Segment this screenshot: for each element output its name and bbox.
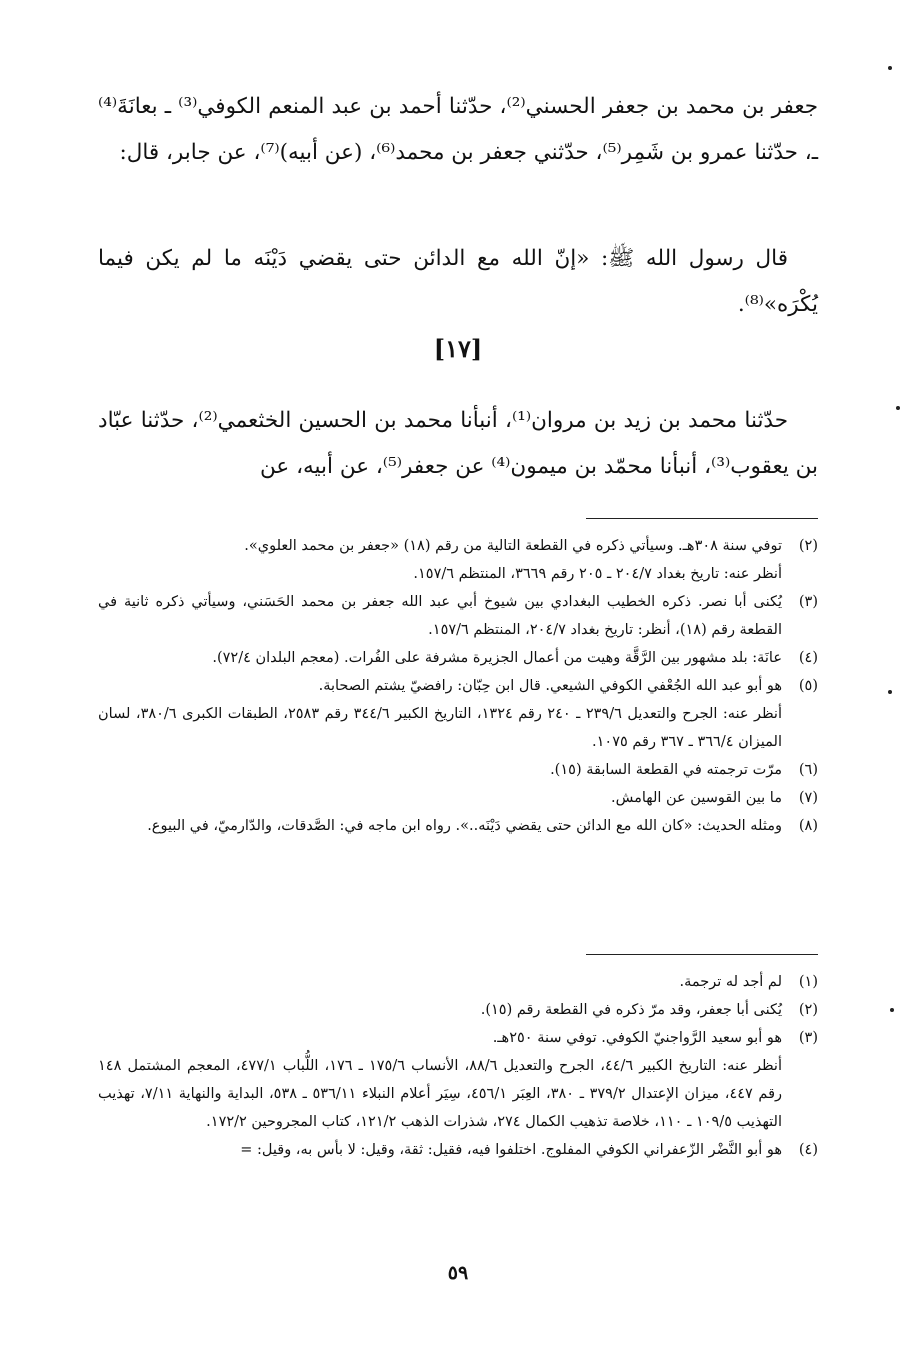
- footnote-number: (٤): [798, 650, 818, 666]
- footnote-continuation: أنظر عنه: تاريخ بغداد ٢٠٤/٧ ـ ٢٠٥ رقم ٣٦٦٩، المنتظم ١٥٧/٦.: [413, 566, 782, 582]
- footnote-number: (٣): [798, 594, 818, 610]
- footnote-text: هو أبو النَّضْر الزّعفراني الكوفي المفلوج. اختلفوا فيه، فقيل: ثقة، وقيل: لا بأس به، وقيل: =: [240, 1142, 782, 1158]
- footnotes-section-b: [98, 968, 818, 1164]
- footnote: [98, 644, 818, 672]
- hadith-chain-paragraph: جعفر بن محمد بن جعفر الحسني⁽²⁾، حدّثنا أحمد بن عبد المنعم الكوفي⁽³⁾ ـ بعانَةَ⁽⁴⁾ ـ، حدّثنا عمرو بن شَمِر⁽⁵⁾، حدّثني جعفر بن محمد⁽⁶⁾، (عن أبيه)⁽⁷⁾، عن جابر، قال:: [98, 94, 818, 165]
- footnote-divider-1: [586, 518, 818, 519]
- footnote-text: هو أبو عبد الله الجُعْفي الكوفي الشيعي. قال ابن حِبّان: رافضيّ يشتم الصحابة.: [318, 678, 782, 694]
- footnotes-section-a: [98, 532, 818, 840]
- margin-mark: [888, 66, 892, 70]
- footnote-number: (٦): [798, 762, 818, 778]
- footnote-text: عانَة: بلد مشهور بين الرَّقَّة وهيت من أعمال الجزيرة مشرفة على الفُرات. (معجم البلدان ٧٢/٤).: [212, 650, 782, 666]
- footnote: [98, 784, 818, 812]
- footnote: [98, 588, 818, 644]
- footnote-divider-2: [586, 954, 818, 955]
- footnote: [98, 812, 818, 840]
- footnote-text: هو أبو سعيد الرَّواجنيّ الكوفي. توفي سنة ٢٥٠هـ.: [492, 1030, 782, 1046]
- footnote-continuation: أنظر عنه: الجرح والتعديل ٢٣٩/٦ ـ ٢٤٠ رقم ١٣٢٤، التاريخ الكبير ٣٤٤/٦ رقم ٢٥٨٣، الطبقات الكبرى ٣٨٠/٦، لسان الميزان ٣٦٦/٤ ـ ٣٦٧ رقم ١٠٧٥.: [98, 706, 782, 750]
- margin-mark: [896, 406, 900, 410]
- footnote-body: [98, 532, 782, 588]
- footnote-text: يُكنى أبا نصر. ذكره الخطيب البغدادي بين شيوخ أبي عبد الله جعفر بن محمد الحَسَني، وسيأتي ذكره ثانية في القطعة رقم (١٨)، أنظر: تاريخ بغداد ٢٠٤/٧، المنتظم ١٥٧/٦.: [98, 594, 782, 638]
- footnote-text: يُكنى أبا جعفر، وقد مرّ ذكره في القطعة رقم (١٥).: [480, 1002, 782, 1018]
- footnote: [98, 1136, 818, 1164]
- footnote: [98, 532, 818, 588]
- footnote-number: (٤): [798, 1142, 818, 1158]
- footnote: [98, 1024, 818, 1136]
- footnote-number: (٥): [798, 678, 818, 694]
- footnote-number: (٢): [798, 1002, 818, 1018]
- main-text-block-2: [98, 236, 818, 328]
- footnote-body: [98, 672, 782, 756]
- margin-mark: [890, 1008, 894, 1012]
- footnote-text: لم أجد له ترجمة.: [679, 974, 782, 990]
- footnote-body: [98, 1024, 782, 1136]
- footnote-number: (٧): [798, 790, 818, 806]
- main-text-block-1: [98, 84, 818, 176]
- next-chain-paragraph: حدّثنا محمد بن زيد بن مروان⁽¹⁾، أنبأنا محمد بن الحسين الخثعمي⁽²⁾، حدّثنا عبّاد بن يعقوب⁽³⁾، أنبأنا محمّد بن ميمون⁽⁴⁾ عن جعفر⁽⁵⁾، عن أبيه، عن: [98, 408, 818, 479]
- footnote-text: ومثله الحديث: «كان الله مع الدائن حتى يقضي دَيْنَه..». رواه ابن ماجه في: الصَّدقات، والدّارميّ، في البيوع.: [147, 818, 782, 834]
- footnote-number: (٣): [798, 1030, 818, 1046]
- footnote-text: مرّت ترجمته في القطعة السابقة (١٥).: [550, 762, 782, 778]
- hadith-text-paragraph: قال رسول الله ﷺ: «إنّ الله مع الدائن حتى يقضي دَيْنَه ما لم يكن فيما يُكْرَه»⁽⁸⁾.: [98, 246, 818, 317]
- section-heading: [١٧]: [433, 334, 483, 363]
- footnote-text: ما بين القوسين عن الهامش.: [610, 790, 782, 806]
- footnote-number: (٨): [798, 818, 818, 834]
- margin-mark: [888, 690, 892, 694]
- page-number: ٥٩: [447, 1262, 469, 1284]
- footnote-number: (٢): [798, 538, 818, 554]
- footnote: [98, 996, 818, 1024]
- main-text-block-3: [98, 398, 818, 490]
- footnote: [98, 756, 818, 784]
- footnote-continuation: أنظر عنه: التاريخ الكبير ٤٤/٦، الجرح والتعديل ٨٨/٦، الأنساب ١٧٥/٦ ـ ١٧٦، اللُّباب ٤٧٧/١، المعجم المشتمل ١٤٨ رقم ٤٤٧، ميزان الإعتدال ٣٧٩/٢ ـ ٣٨٠، العِبَر ٤٥٦/١، سِيَر أعلام النبلاء ٥٣٦/١١ ـ ٥٣٨، البداية والنهاية ٧/١١، تهذيب التهذيب ١٠٩/٥ ـ ١١٠، خلاصة تذهيب الكمال ٢٧٤، شذرات الذهب ١٢١/٢، كتاب المجروحين ١٧٢/٢.: [98, 1058, 783, 1130]
- book-page: [98, 0, 818, 1350]
- footnote: [98, 672, 818, 756]
- footnote-text: توفي سنة ٣٠٨هـ. وسيأتي ذكره في القطعة التالية من رقم (١٨) «جعفر بن محمد العلوي».: [244, 538, 782, 554]
- footnote-number: (١): [798, 974, 818, 990]
- footnote: [98, 968, 818, 996]
